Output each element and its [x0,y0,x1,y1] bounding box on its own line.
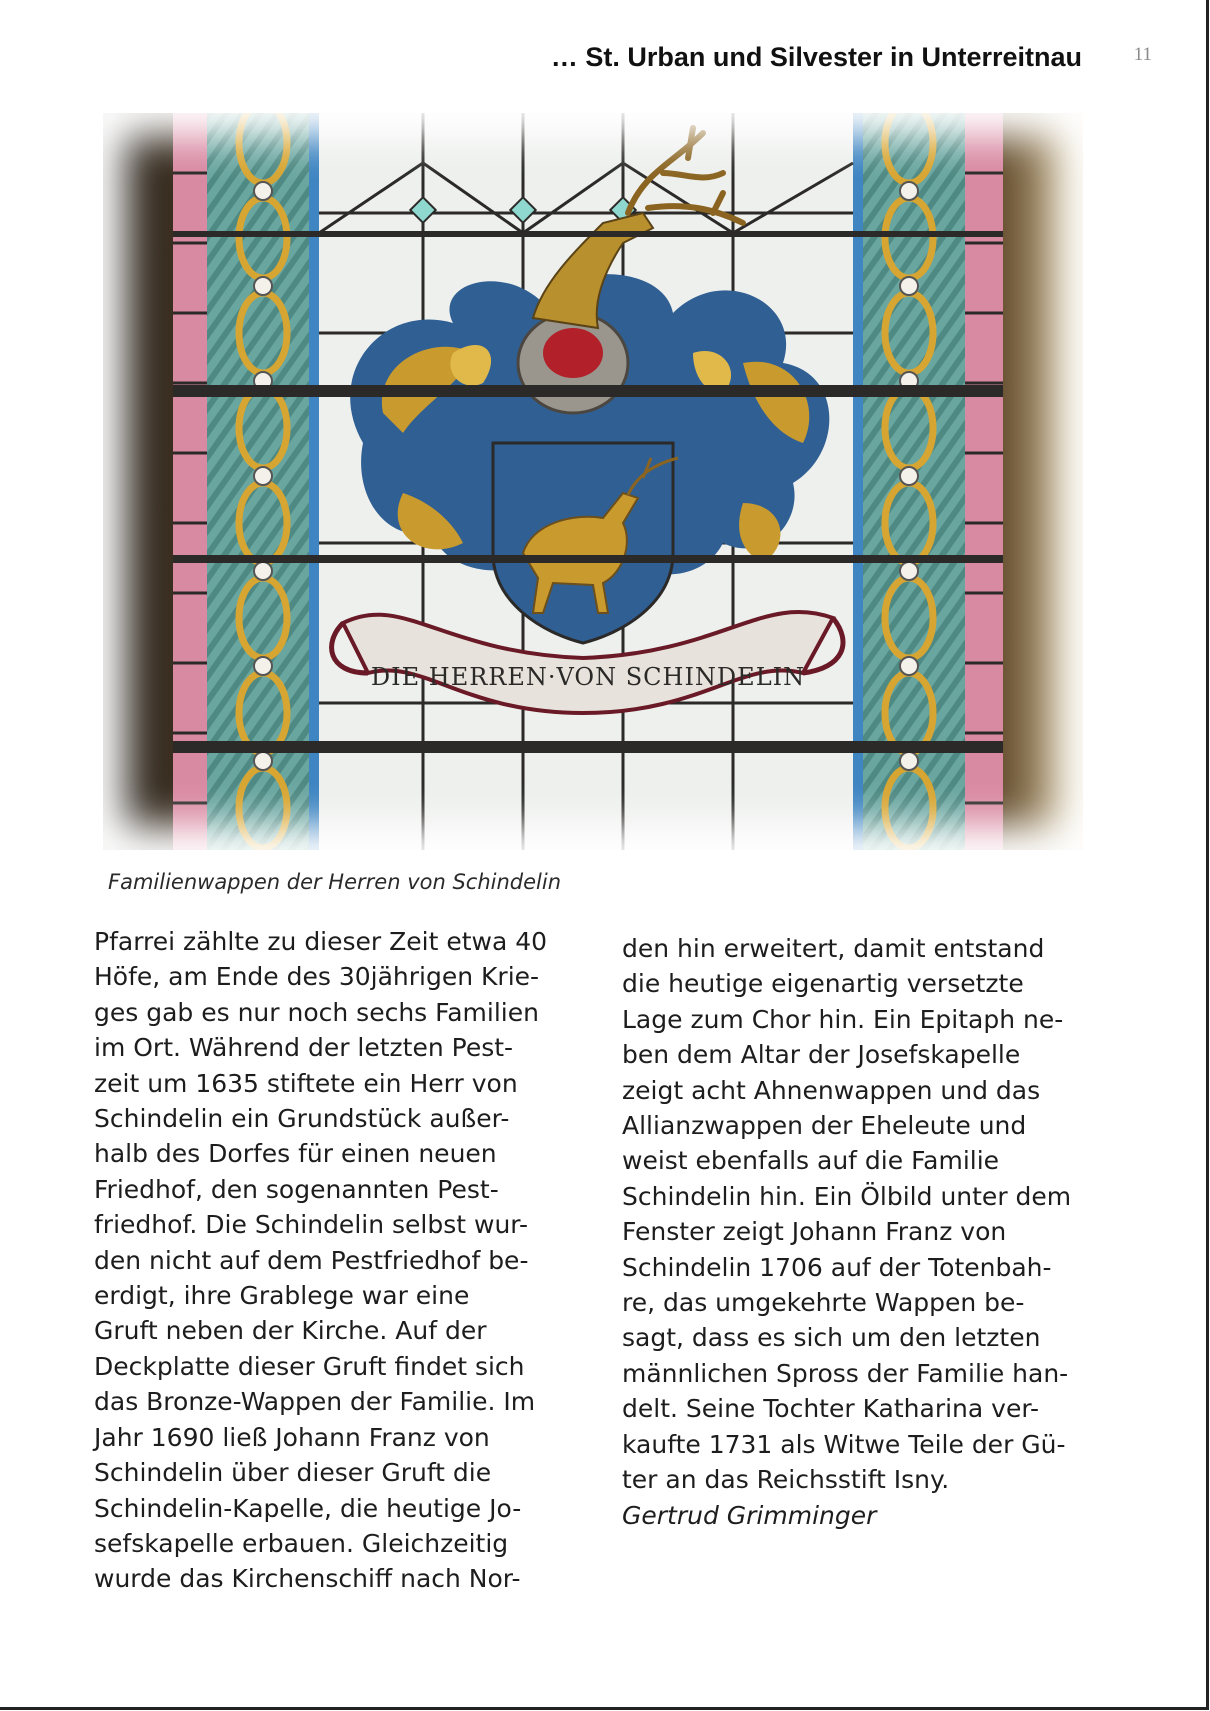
text-line: Schindelin über dieser Gruft die [94,1458,492,1488]
text-line: den hin erweitert, damit entstand [622,934,1045,963]
figure-caption: Familienwappen der Herren von Schindelin [108,870,562,894]
text-line: erdigt, ihre Grablege war eine [94,1281,470,1311]
text-line: zeit um 1635 stiftete ein Herr von [94,1068,518,1098]
pink-border-left [173,113,207,850]
text-line: Pfarrei zählte zu dieser Zeit etwa 40 [94,927,548,956]
text-line: Lage zum Chor hin. Ein Epitaph ne- [622,1004,1064,1034]
text-line: im Ort. Während der letzten Pest- [94,1033,514,1063]
text-line: ben dem Altar der Josefskapelle [622,1040,1021,1070]
text-line: zeigt acht Ahnenwappen und das [622,1075,1041,1105]
banner-text: DIE HERREN·VON SCHINDELIN [370,663,806,691]
text-line: wurde das Kirchenschiff nach Nor- [94,1564,521,1594]
text-line: Allianzwappen der Eheleute und [622,1111,1027,1141]
text-line: Gruft neben der Kirche. Auf der [94,1316,487,1346]
text-line: die heutige eigenartig versetzte [622,969,1024,999]
text-line: sagt, dass es sich um den letzten [622,1323,1041,1353]
stained-glass-photo [103,113,1083,850]
text-line: Schindelin hin. Ein Ölbild unter dem [622,1181,1072,1211]
text-column-right [622,931,1142,1533]
text-line: weist ebenfalls auf die Familie [622,1146,1000,1176]
text-line: Höfe, am Ende des 30jährigen Krie- [94,962,540,992]
text-line: männlichen Spross der Familie han- [622,1358,1069,1388]
running-header-title: … St. Urban und Silvester in Unterreitnau [550,42,1082,72]
text-line: halb des Dorfes für einen neuen [94,1139,497,1169]
text-line: Schindelin 1706 auf der Totenbah- [622,1252,1052,1282]
text-line: Fenster zeigt Johann Franz von [622,1217,1007,1247]
text-line: Schindelin-Kapelle, die heutige Jo- [94,1493,522,1523]
pink-border-right [965,113,1003,850]
text-line: kaufte 1731 als Witwe Teile der Gü- [622,1429,1066,1459]
text-line: sefskapelle erbauen. Gleichzeitig [94,1528,509,1558]
text-line: Friedhof, den sogenannten Pest- [94,1174,499,1204]
author-signature: Gertrud Grimminger [622,1500,877,1530]
text-line: das Bronze-Wappen der Familie. Im [94,1387,536,1417]
text-line: Schindelin ein Grundstück außer- [94,1104,510,1134]
stained-glass-window [103,113,1083,850]
text-column-left [94,924,614,1597]
page-number: 11 [1133,44,1152,65]
text-line: delt. Seine Tochter Katharina ver- [622,1394,1040,1424]
text-line: Jahr 1690 ließ Johann Franz von [94,1422,490,1452]
text-line: ter an das Reichsstift Isny. [622,1465,950,1495]
text-line: den nicht auf dem Pestfriedhof be- [94,1245,529,1275]
text-line: ges gab es nur noch sechs Familien [94,997,539,1027]
text-line: re, das umgekehrte Wappen be- [622,1288,1025,1318]
text-line: Deckplatte dieser Gruft findet sich [94,1351,525,1381]
text-line: friedhof. Die Schindelin selbst wur- [94,1210,528,1240]
